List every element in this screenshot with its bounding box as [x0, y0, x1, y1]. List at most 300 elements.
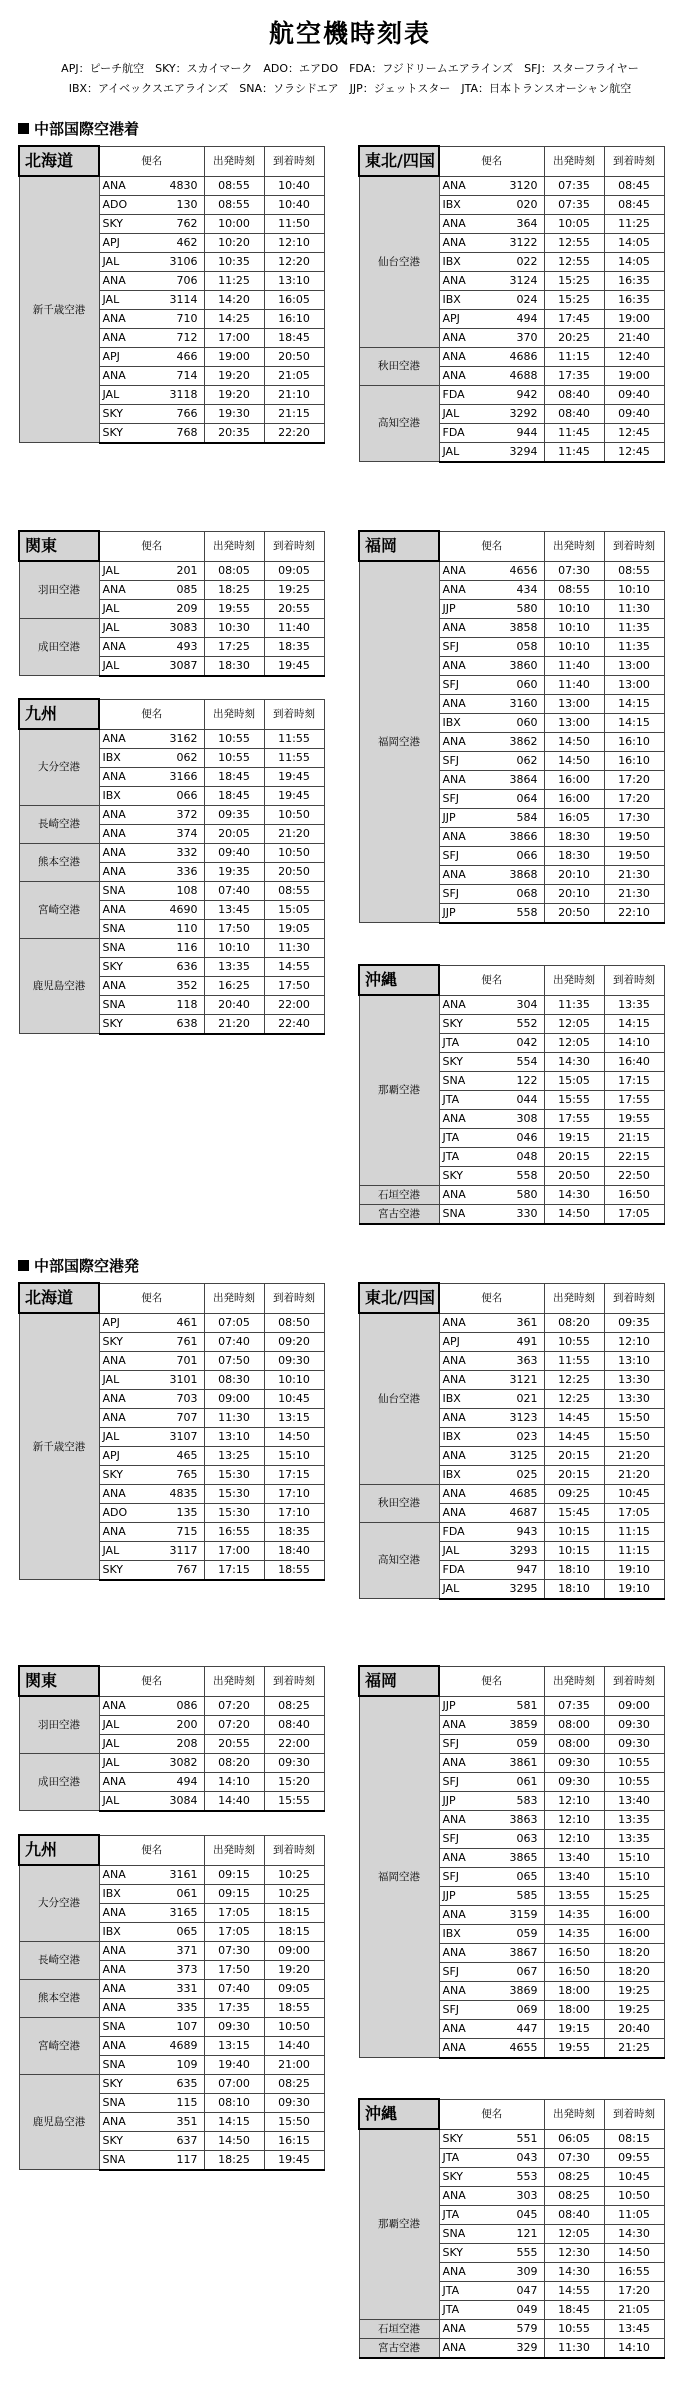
- airline-code: ANA: [439, 176, 494, 195]
- arrival-time: 10:10: [604, 580, 664, 599]
- arrival-time: 15:10: [604, 1867, 664, 1886]
- table-row: [359, 995, 664, 1014]
- arrival-time: 11:50: [264, 214, 324, 233]
- departure-time: 13:40: [544, 1867, 604, 1886]
- arrival-time: 10:10: [264, 1370, 324, 1389]
- flight-number: 061: [494, 1772, 544, 1791]
- departure-time: 13:45: [204, 900, 264, 919]
- airline-code: JAL: [99, 252, 154, 271]
- arrival-time: 19:55: [604, 1109, 664, 1128]
- departure-time: 18:45: [204, 786, 264, 805]
- region-name: 福岡: [359, 1666, 439, 1696]
- flight-number: 551: [494, 2129, 544, 2148]
- section-label: 中部国際空港発: [34, 1257, 140, 1275]
- airline-code: ANA: [439, 1503, 494, 1522]
- airline-code: SKY: [99, 1332, 154, 1351]
- arrival-time: 13:35: [604, 1810, 664, 1829]
- arrival-time: 08:55: [264, 881, 324, 900]
- flight-number: 4830: [154, 176, 204, 195]
- arrival-time: 14:10: [604, 2338, 664, 2358]
- flight-number: 370: [494, 328, 544, 347]
- airline-code: SNA: [99, 2017, 154, 2036]
- arrival-time: 13:00: [604, 675, 664, 694]
- airport-name: 鹿児島空港: [19, 2074, 99, 2170]
- arrival-time: 16:10: [604, 732, 664, 751]
- table-row: [19, 843, 324, 862]
- airline-code: ANA: [99, 900, 154, 919]
- flight-number: 3858: [494, 618, 544, 637]
- flight-number: 047: [494, 2281, 544, 2300]
- airport-name: 羽田空港: [19, 1696, 99, 1753]
- flight-number: 122: [494, 1071, 544, 1090]
- departure-time: 10:30: [204, 618, 264, 637]
- arrival-time: 16:00: [604, 1905, 664, 1924]
- departure-time: 15:30: [204, 1503, 264, 1522]
- airline-code: ANA: [99, 176, 154, 195]
- arrival-time: 10:45: [604, 1484, 664, 1503]
- departure-time: 12:10: [544, 1829, 604, 1848]
- airport-name: 宮古空港: [359, 1204, 439, 1224]
- arrival-time: 16:55: [604, 2262, 664, 2281]
- arrival-time: 20:55: [264, 599, 324, 618]
- departure-time: 15:05: [544, 1071, 604, 1090]
- flight-number: 761: [154, 1332, 204, 1351]
- arrival-time: 14:55: [264, 957, 324, 976]
- flight-number: 4687: [494, 1503, 544, 1522]
- arrival-time: 09:30: [604, 1715, 664, 1734]
- flight-number: 3117: [154, 1541, 204, 1560]
- arrival-time: 08:15: [604, 2129, 664, 2148]
- departure-time: 16:00: [544, 770, 604, 789]
- timetable-arr: [18, 530, 325, 677]
- flight-number: 636: [154, 957, 204, 976]
- airline-code: JAL: [99, 1791, 154, 1811]
- departure-time: 12:55: [544, 233, 604, 252]
- timetable-arr: [358, 145, 665, 463]
- airline-code: ANA: [439, 328, 494, 347]
- airport-name: 仙台空港: [359, 176, 439, 347]
- airline-code: ANA: [99, 2036, 154, 2055]
- table-row: [19, 1941, 324, 1960]
- departure-time: 10:55: [204, 748, 264, 767]
- timetable-dep: [358, 2098, 665, 2359]
- flight-number: 710: [154, 309, 204, 328]
- flight-number: 117: [154, 2150, 204, 2170]
- airline-code: SFJ: [439, 675, 494, 694]
- flight-number: 352: [154, 976, 204, 995]
- airline-code: SKY: [99, 214, 154, 233]
- arrival-time: 09:40: [604, 404, 664, 423]
- arrival-time: 10:55: [604, 1753, 664, 1772]
- airline-code: ANA: [99, 1998, 154, 2017]
- departure-time: 10:15: [544, 1522, 604, 1541]
- departure-time: 11:45: [544, 423, 604, 442]
- flight-number: 3293: [494, 1541, 544, 1560]
- flight-number: 584: [494, 808, 544, 827]
- airline-code: ANA: [439, 732, 494, 751]
- column-header: 到着時刻: [264, 531, 324, 561]
- flight-number: 466: [154, 347, 204, 366]
- table-header-row: [19, 146, 324, 176]
- flight-number: 707: [154, 1408, 204, 1427]
- flight-number: 555: [494, 2243, 544, 2262]
- departure-time: 12:05: [544, 1033, 604, 1052]
- airline-code: ANA: [439, 694, 494, 713]
- flight-number: 373: [154, 1960, 204, 1979]
- arrival-time: 20:50: [264, 347, 324, 366]
- departure-time: 18:10: [544, 1579, 604, 1599]
- airline-code: JJP: [439, 808, 494, 827]
- flight-number: 3125: [494, 1446, 544, 1465]
- flight-number: 3087: [154, 656, 204, 676]
- airline-code: ANA: [99, 1865, 154, 1884]
- departure-time: 18:10: [544, 1560, 604, 1579]
- airport-name: 宮崎空港: [19, 881, 99, 938]
- arrival-time: 18:15: [264, 1922, 324, 1941]
- flight-number: 581: [494, 1696, 544, 1715]
- airport-name: 石垣空港: [359, 2319, 439, 2338]
- region-name: 北海道: [19, 146, 99, 176]
- flight-number: 060: [494, 675, 544, 694]
- departure-time: 14:45: [544, 1408, 604, 1427]
- departure-time: 09:35: [204, 805, 264, 824]
- departure-time: 18:00: [544, 2000, 604, 2019]
- table-header-row: [359, 531, 664, 561]
- flight-number: 4689: [154, 2036, 204, 2055]
- flight-number: 3866: [494, 827, 544, 846]
- flight-number: 361: [494, 1313, 544, 1332]
- flight-number: 042: [494, 1033, 544, 1052]
- airport-name: 石垣空港: [359, 1185, 439, 1204]
- arrival-time: 17:15: [264, 1465, 324, 1484]
- departure-time: 17:50: [204, 919, 264, 938]
- arrival-time: 15:50: [604, 1408, 664, 1427]
- airline-code: ANA: [99, 1408, 154, 1427]
- departure-time: 12:30: [544, 2243, 604, 2262]
- column-header: 到着時刻: [264, 699, 324, 729]
- flight-number: 3860: [494, 656, 544, 675]
- departure-time: 11:40: [544, 675, 604, 694]
- flight-number: 046: [494, 1128, 544, 1147]
- airline-code: ANA: [99, 1696, 154, 1715]
- arrival-time: 10:40: [264, 195, 324, 214]
- departure-time: 11:35: [544, 995, 604, 1014]
- column-header: 出発時刻: [204, 531, 264, 561]
- column-header: 到着時刻: [264, 146, 324, 176]
- departure-time: 18:25: [204, 580, 264, 599]
- arrival-time: 11:25: [604, 214, 664, 233]
- flight-number: 372: [154, 805, 204, 824]
- airline-code: ANA: [99, 580, 154, 599]
- arrival-time: 16:50: [604, 1185, 664, 1204]
- column-header: 便名: [99, 699, 204, 729]
- arrival-time: 10:25: [264, 1884, 324, 1903]
- arrival-time: 10:50: [264, 843, 324, 862]
- departure-time: 20:50: [544, 903, 604, 923]
- arrival-time: 08:45: [604, 195, 664, 214]
- airline-code: ANA: [99, 328, 154, 347]
- arrival-time: 22:00: [264, 995, 324, 1014]
- arrival-time: 14:30: [604, 2224, 664, 2243]
- arrival-time: 18:20: [604, 1943, 664, 1962]
- flight-number: 580: [494, 1185, 544, 1204]
- flight-number: 3124: [494, 271, 544, 290]
- departure-time: 15:55: [544, 1090, 604, 1109]
- arrival-time: 17:20: [604, 789, 664, 808]
- flight-number: 208: [154, 1734, 204, 1753]
- flight-number: 942: [494, 385, 544, 404]
- column-header: 便名: [99, 146, 204, 176]
- column-header: 到着時刻: [604, 531, 664, 561]
- arrival-time: 11:55: [264, 729, 324, 748]
- airline-code: ANA: [439, 1943, 494, 1962]
- departure-time: 11:15: [544, 347, 604, 366]
- table-header-row: [19, 699, 324, 729]
- departure-time: 16:00: [544, 789, 604, 808]
- arrival-time: 19:05: [264, 919, 324, 938]
- airport-name: 長崎空港: [19, 805, 99, 843]
- departure-time: 08:40: [544, 2205, 604, 2224]
- arrival-time: 09:55: [604, 2148, 664, 2167]
- airline-code: ANA: [439, 1715, 494, 1734]
- airline-code: JTA: [439, 1090, 494, 1109]
- departure-time: 17:35: [204, 1998, 264, 2017]
- table-row: [19, 805, 324, 824]
- departure-time: 08:40: [544, 404, 604, 423]
- airline-code: ANA: [99, 1979, 154, 1998]
- airport-name: 高知空港: [359, 385, 439, 462]
- departure-time: 09:30: [544, 1753, 604, 1772]
- airport-name: 仙台空港: [359, 1313, 439, 1484]
- airline-code: JAL: [99, 1427, 154, 1446]
- airline-code: SKY: [439, 1052, 494, 1071]
- arrival-time: 15:50: [604, 1427, 664, 1446]
- arrival-time: 10:25: [264, 1865, 324, 1884]
- flight-number: 706: [154, 271, 204, 290]
- departure-time: 08:20: [544, 1313, 604, 1332]
- timetable-dep: [358, 1282, 665, 1600]
- arrival-time: 08:25: [264, 2074, 324, 2093]
- column-header: 出発時刻: [544, 1666, 604, 1696]
- flight-number: 3101: [154, 1370, 204, 1389]
- arrival-time: 21:30: [604, 884, 664, 903]
- airline-code: IBX: [439, 290, 494, 309]
- column-header: 到着時刻: [604, 1283, 664, 1313]
- arrival-time: 11:05: [604, 2205, 664, 2224]
- airline-code: ANA: [99, 1903, 154, 1922]
- airline-code: ANA: [439, 214, 494, 233]
- airline-code: IBX: [439, 1465, 494, 1484]
- flight-number: 020: [494, 195, 544, 214]
- arrival-time: 13:40: [604, 1791, 664, 1810]
- flight-number: 086: [154, 1696, 204, 1715]
- arrival-time: 15:05: [264, 900, 324, 919]
- airline-code: ANA: [439, 1351, 494, 1370]
- flight-number: 462: [154, 233, 204, 252]
- timetable-arr: [18, 145, 325, 444]
- flight-number: 3294: [494, 442, 544, 462]
- column-header: 出発時刻: [544, 531, 604, 561]
- airport-name: 宮古空港: [359, 2338, 439, 2358]
- table-row: [359, 561, 664, 580]
- airline-code: SKY: [99, 957, 154, 976]
- departure-time: 17:25: [204, 637, 264, 656]
- table-row: [359, 385, 664, 404]
- arrival-time: 08:25: [264, 1696, 324, 1715]
- departure-time: 07:35: [544, 176, 604, 195]
- airline-legend-line-2: IBX：アイベックスエアラインズ SNA：ソラシドエア JJP：ジェットスター JTA：日本トランスオーシャン航空: [68, 82, 632, 95]
- airline-code: ANA: [439, 271, 494, 290]
- departure-time: 14:35: [544, 1905, 604, 1924]
- departure-time: 14:25: [204, 309, 264, 328]
- departure-time: 16:55: [204, 1522, 264, 1541]
- flight-number: 110: [154, 919, 204, 938]
- flight-number: 067: [494, 1962, 544, 1981]
- departure-time: 09:30: [204, 2017, 264, 2036]
- arrival-time: 14:10: [604, 1033, 664, 1052]
- departure-time: 19:30: [204, 404, 264, 423]
- airline-code: SFJ: [439, 1734, 494, 1753]
- airline-code: SKY: [99, 1014, 154, 1034]
- flight-number: 638: [154, 1014, 204, 1034]
- flight-number: 062: [494, 751, 544, 770]
- airline-code: IBX: [99, 748, 154, 767]
- departure-time: 07:00: [204, 2074, 264, 2093]
- departure-time: 17:55: [544, 1109, 604, 1128]
- column-header: 到着時刻: [604, 146, 664, 176]
- arrival-time: 09:20: [264, 1332, 324, 1351]
- region-name: 九州: [19, 1835, 99, 1865]
- table-row: [19, 176, 324, 195]
- airline-code: JAL: [439, 1579, 494, 1599]
- arrival-time: 17:55: [604, 1090, 664, 1109]
- airline-code: SKY: [99, 1465, 154, 1484]
- airline-code: JAL: [99, 1370, 154, 1389]
- flight-number: 553: [494, 2167, 544, 2186]
- departure-time: 10:10: [544, 637, 604, 656]
- column-header: 出発時刻: [204, 146, 264, 176]
- arrival-time: 11:15: [604, 1541, 664, 1560]
- departure-time: 11:30: [544, 2338, 604, 2358]
- flight-number: 066: [494, 846, 544, 865]
- airport-name: 熊本空港: [19, 843, 99, 881]
- departure-time: 18:25: [204, 2150, 264, 2170]
- departure-time: 17:05: [204, 1922, 264, 1941]
- arrival-time: 20:40: [604, 2019, 664, 2038]
- section-label: 中部国際空港着: [34, 120, 140, 138]
- arrival-time: 18:55: [264, 1998, 324, 2017]
- arrival-time: 16:10: [264, 309, 324, 328]
- table-row: [19, 1865, 324, 1884]
- arrival-time: 14:50: [604, 2243, 664, 2262]
- arrival-time: 09:40: [604, 385, 664, 404]
- table-header-row: [19, 1835, 324, 1865]
- timetable-arr: [358, 964, 665, 1225]
- flight-number: 304: [494, 995, 544, 1014]
- airline-code: ANA: [439, 995, 494, 1014]
- flight-number: 308: [494, 1109, 544, 1128]
- departure-time: 17:00: [204, 328, 264, 347]
- arrival-time: 13:45: [604, 2319, 664, 2338]
- flight-number: 059: [494, 1734, 544, 1753]
- arrival-time: 21:20: [604, 1446, 664, 1465]
- departure-time: 12:05: [544, 1014, 604, 1033]
- flight-number: 3159: [494, 1905, 544, 1924]
- departure-time: 14:10: [204, 1772, 264, 1791]
- airline-code: SFJ: [439, 637, 494, 656]
- departure-time: 08:10: [204, 2093, 264, 2112]
- departure-time: 15:30: [204, 1484, 264, 1503]
- flight-number: 3162: [154, 729, 204, 748]
- flight-number: 068: [494, 884, 544, 903]
- arrival-time: 16:35: [604, 290, 664, 309]
- airline-code: SFJ: [439, 751, 494, 770]
- flight-number: 766: [154, 404, 204, 423]
- departure-time: 13:15: [204, 2036, 264, 2055]
- flight-number: 025: [494, 1465, 544, 1484]
- airline-code: SFJ: [439, 1829, 494, 1848]
- airline-code: ANA: [99, 824, 154, 843]
- page-title: 航空機時刻表: [268, 19, 431, 48]
- airport-name: 那覇空港: [359, 2129, 439, 2319]
- airline-code: SFJ: [439, 789, 494, 808]
- departure-time: 17:15: [204, 1560, 264, 1580]
- arrival-time: 13:30: [604, 1370, 664, 1389]
- departure-time: 13:55: [544, 1886, 604, 1905]
- departure-time: 20:50: [544, 1166, 604, 1185]
- airline-code: IBX: [99, 1922, 154, 1941]
- flight-number: 065: [494, 1867, 544, 1886]
- flight-number: 768: [154, 423, 204, 443]
- arrival-time: 11:35: [604, 618, 664, 637]
- airline-code: ANA: [439, 1370, 494, 1389]
- flight-number: 062: [154, 748, 204, 767]
- region-name: 九州: [19, 699, 99, 729]
- flight-number: 044: [494, 1090, 544, 1109]
- arrival-time: 21:05: [604, 2300, 664, 2319]
- departure-time: 07:05: [204, 1313, 264, 1332]
- departure-time: 20:15: [544, 1465, 604, 1484]
- airline-code: ANA: [99, 1522, 154, 1541]
- airline-code: SFJ: [439, 1962, 494, 1981]
- arrival-time: 12:10: [264, 233, 324, 252]
- airline-code: IBX: [439, 713, 494, 732]
- arrival-time: 14:05: [604, 233, 664, 252]
- arrival-time: 08:40: [264, 1715, 324, 1734]
- arrival-time: 14:15: [604, 1014, 664, 1033]
- departure-time: 08:55: [204, 195, 264, 214]
- arrival-time: 21:40: [604, 328, 664, 347]
- column-header: 便名: [99, 1283, 204, 1313]
- departure-time: 12:10: [544, 1791, 604, 1810]
- departure-time: 18:30: [204, 656, 264, 676]
- arrival-time: 21:00: [264, 2055, 324, 2074]
- departure-time: 13:00: [544, 694, 604, 713]
- arrival-time: 19:45: [264, 786, 324, 805]
- departure-time: 19:15: [544, 1128, 604, 1147]
- airline-code: ANA: [439, 656, 494, 675]
- airline-code: ANA: [439, 2262, 494, 2281]
- flight-number: 765: [154, 1465, 204, 1484]
- departure-time: 08:55: [544, 580, 604, 599]
- flight-number: 209: [154, 599, 204, 618]
- departure-time: 08:20: [204, 1753, 264, 1772]
- arrival-time: 22:40: [264, 1014, 324, 1034]
- flight-number: 3083: [154, 618, 204, 637]
- arrival-time: 21:25: [604, 2038, 664, 2058]
- arrival-time: 08:50: [264, 1313, 324, 1332]
- column-header: 到着時刻: [264, 1283, 324, 1313]
